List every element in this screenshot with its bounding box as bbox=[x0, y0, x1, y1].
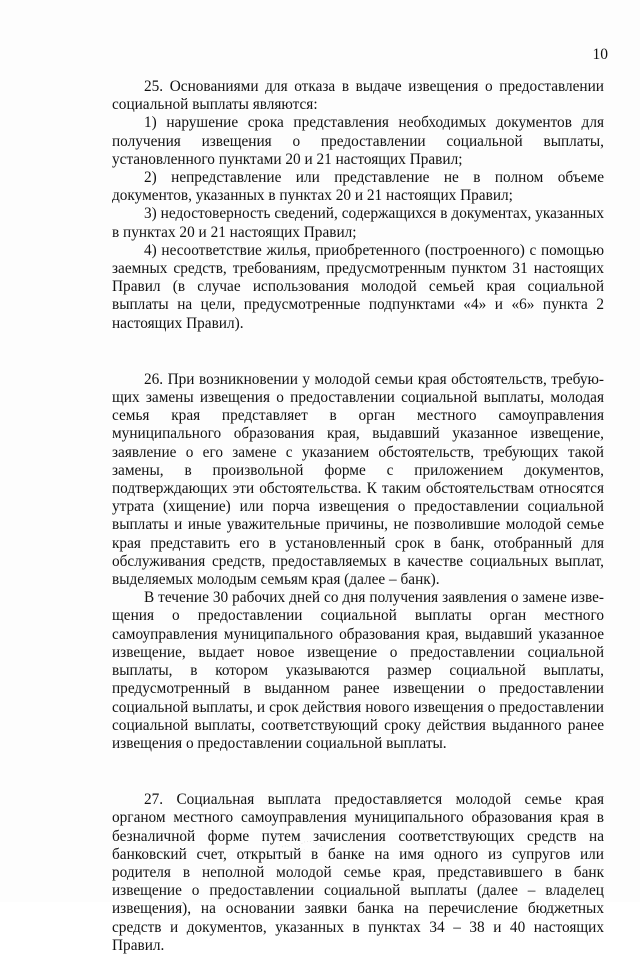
list-item-4: 4) несоответствие жилья, приобретенного (построенного) с помощью заемных средств, требованиям, предусмотренным пунктом 31 настоящих Правил (в случае использования молодой семьей края социальной выплаты на цели, предусмотренные подпунктами «4» и «6» пункта 2 настоящих Правил). bbox=[112, 241, 604, 332]
scan-artifact-mark bbox=[278, 833, 326, 855]
page-number: 10 bbox=[592, 46, 608, 63]
paragraph-25: 25. Основаниями для отказа в выдаче извещения о предоставлении социальной выплаты являются: bbox=[112, 78, 604, 114]
list-item-1: 1) нарушение срока представления необходимых документов для получения извещения о предоставлении социальной выплаты, установленного пунктами 20 и 21 настоящих Правил; bbox=[112, 114, 604, 168]
paragraph-27: 27. Социальная выплата предоставляется молодой семье края органом местного самоуправления муниципального образования края в безналичной форме путем зачисления соответствующих средств на банковский счет, открытый в банке на имя одного из супругов или родителя в неполной молодой семье края, представившего в банк извещение о предоставлении социальной выплаты (далее – владелец извещения), на основании заявки банка на перечисление бюджетных средств и документов, указанных в пунктах 34 – 38 и 40 настоящих Правил. bbox=[112, 791, 604, 954]
paragraph-26-continued: В течение 30 рабочих дней со дня получения заявления о замене извещения о предоставлении социальной выплаты орган местного самоуправления муниципального образования края, выдавший указанное извещение, выдает новое извещение о предоставлении социальной выплаты, в котором указываются размер социальной выплаты, предусмотренный в выданном ранее извещении о предоставлении социальной выплаты, и срок действия нового извещения о предоставлении социальной выплаты, соответствующий сроку действия выданного ранее извещения о предоставлении социальной выплаты. bbox=[112, 589, 604, 752]
document-body bbox=[112, 78, 604, 955]
paragraph-26: 26. При возникновении у молодой семьи края обстоятельств, требующих замены извещения о предоставлении социальной выплаты, молодая семья края представляет в орган местного самоуправления муниципального образования края, выдавший указанное извещение, заявление о его замене с указанием обстоятельств, требующих такой замены, в произвольной форме с приложением документов, подтверждающих эти обстоятельства. К таким обстоятельствам относятся утрата (хищение) или порча извещения о предоставлении социальной выплаты и иные уважительные причины, не позволившие молодой семье края представить его в установленный срок в банк, отобранный для обслуживания средств, предоставляемых в качестве социальных выплат, выделяемых молодым семьям края (далее – банк). bbox=[112, 370, 604, 589]
list-item-2: 2) непредставление или представление не в полном объеме документов, указанных в пунктах 20 и 21 настоящих Правил; bbox=[112, 169, 604, 205]
list-item-3: 3) недостоверность сведений, содержащихся в документах, указанных в пунктах 20 и 21 настоящих Правил; bbox=[112, 205, 604, 241]
